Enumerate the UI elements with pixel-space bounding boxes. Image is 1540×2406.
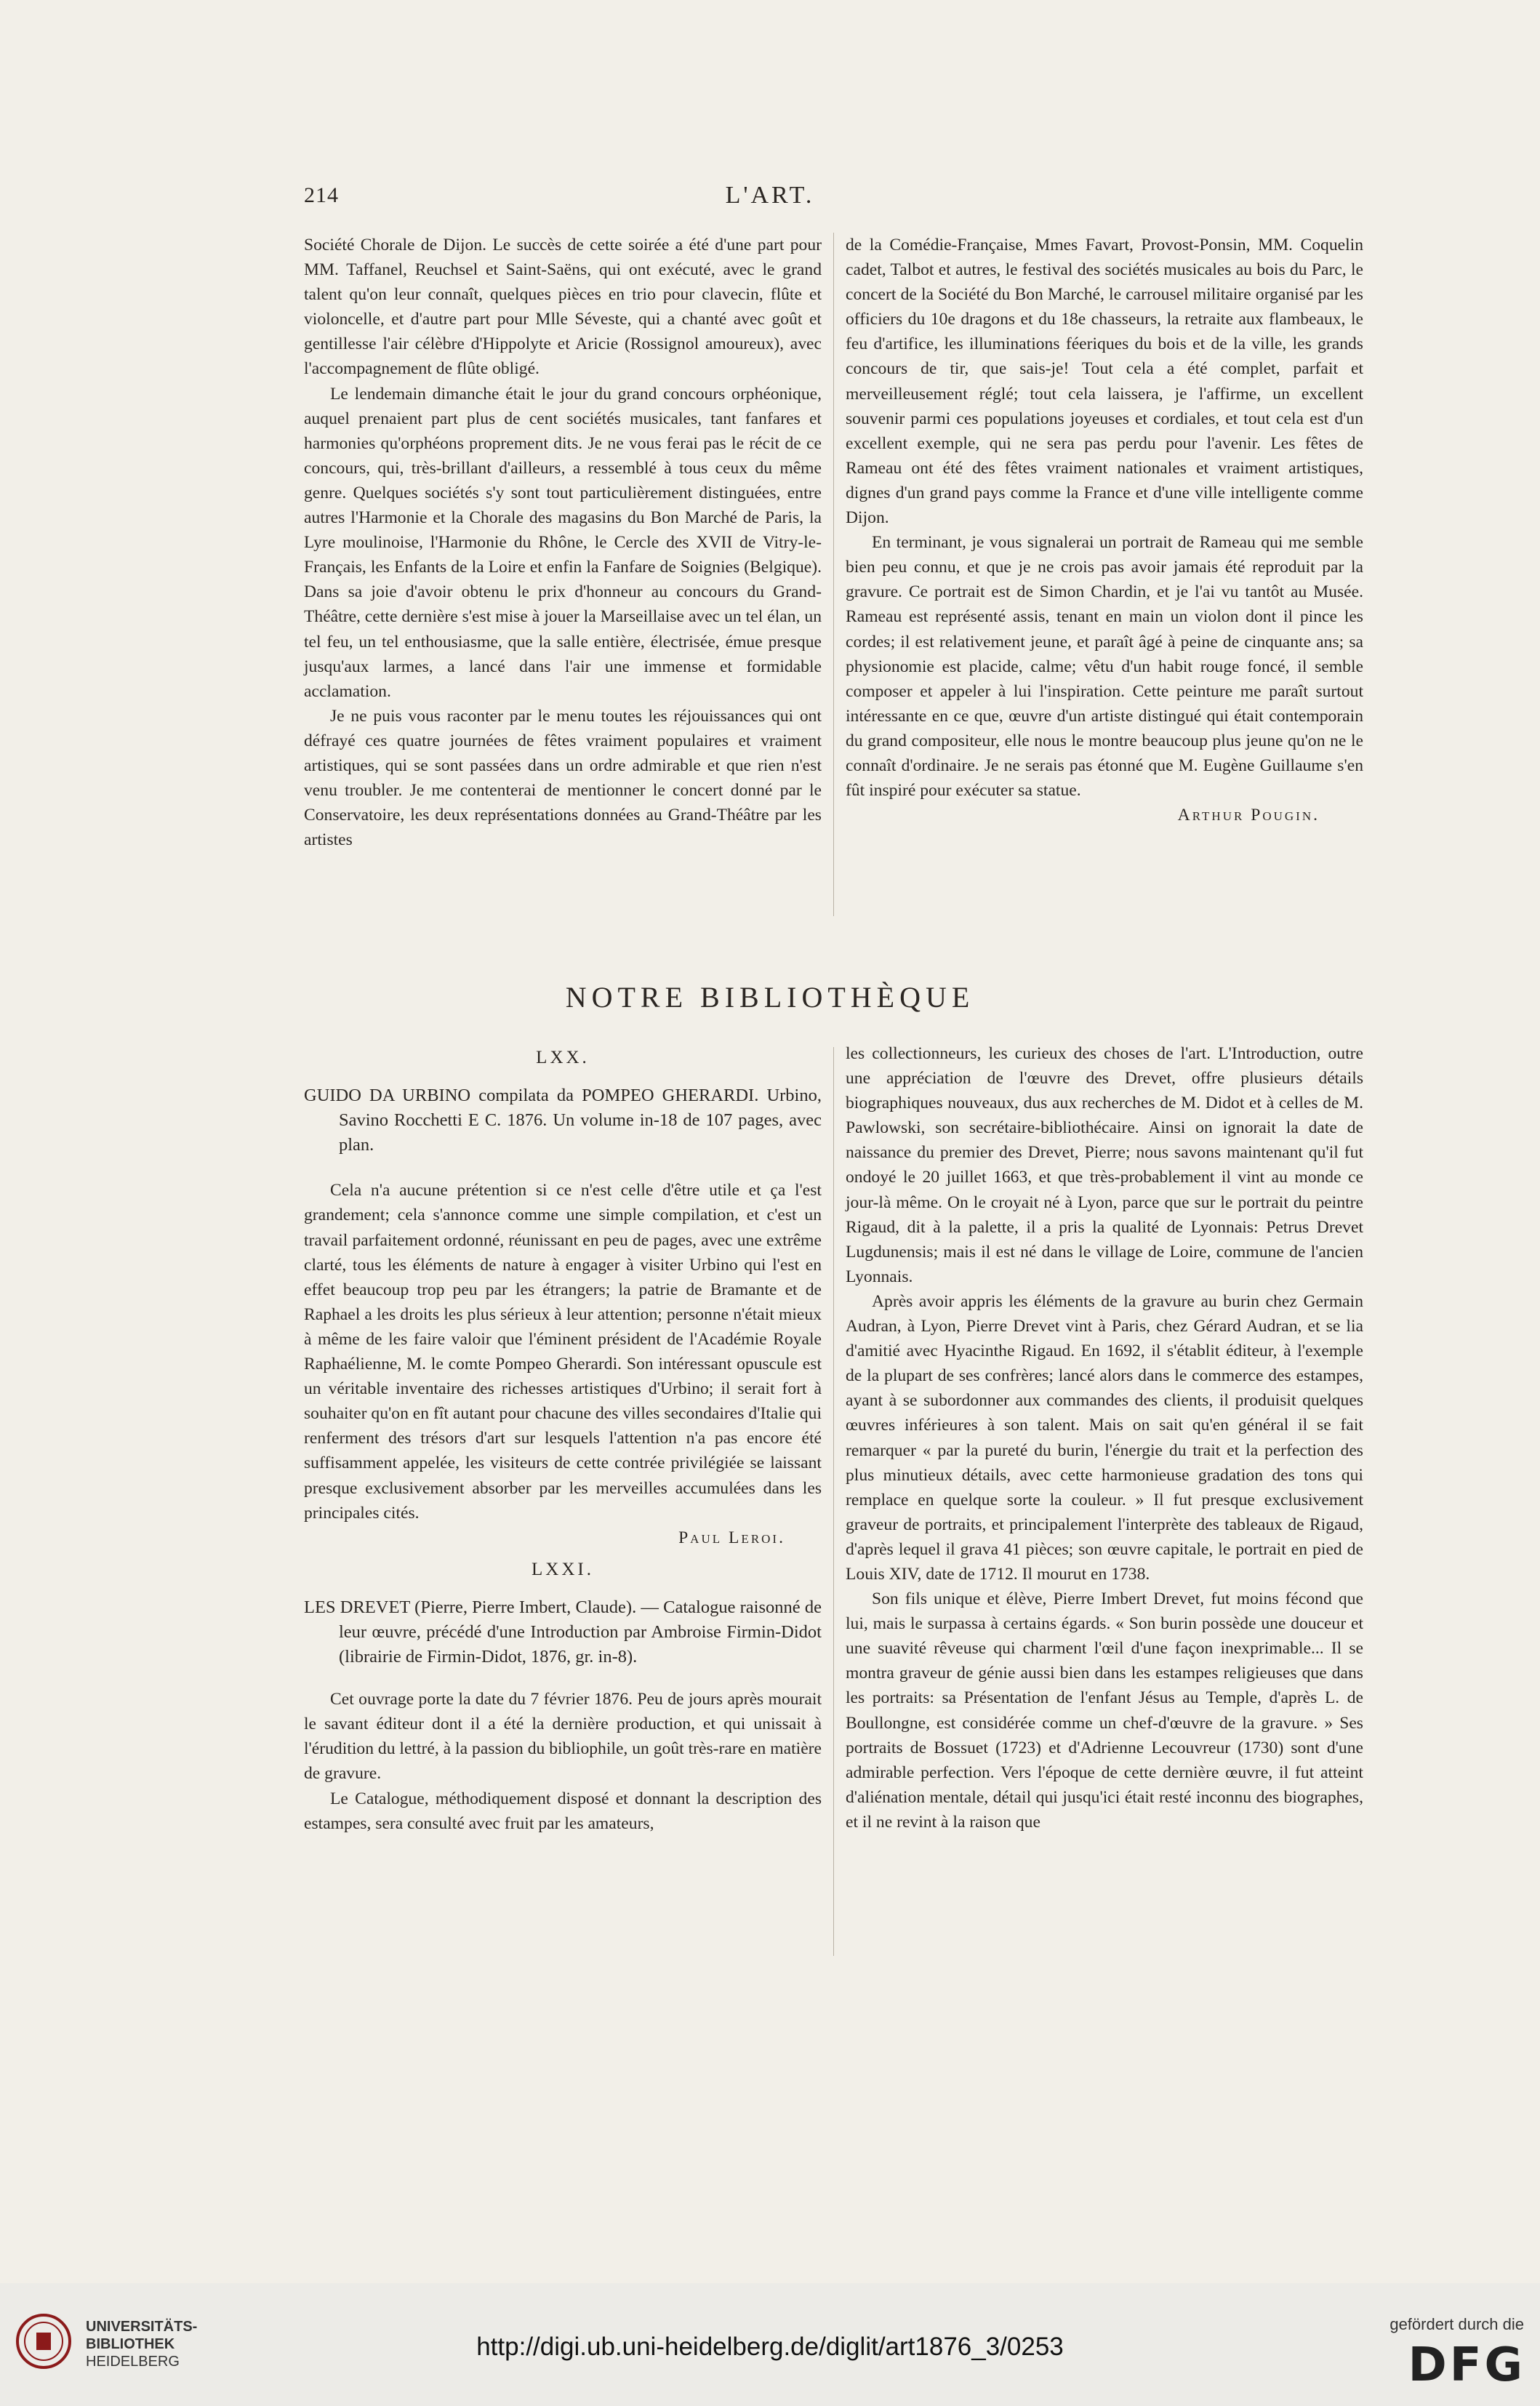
paragraph: Après avoir appris les éléments de la gravure au burin chez Germain Audran, à Lyon, Pierre Drevet vint à Paris, chez Gérard Audran, et se lia d'amitié avec Hyacinthe Rigaud. En 1692, il s'établit éditeur, à l'exemple de la plupart de ses confrères; lancé alors dans le commerce des estampes, ayant à se subordonner aux commandes des clients, il produisit quelques œuvres inférieures à son talent. Mais on sait qu'en général il se fait remarquer « par la pureté du burin, l'énergie du trait et la perfection des plus minutieux détails, avec cette harmonieuse gradation des tons qui remplace en quelque sorte la couleur. » Il fut presque exclusivement graveur de portraits, et principalement l'interprète des tableaux de Rigaud, d'après lequel il grava 41 pièces; son œuvre capitale, le portrait en pied de Louis XIV, date de 1712. Il mourut en 1738.	[846, 1291, 1363, 1584]
footer-bar	[0, 2296, 1540, 2406]
signature: Arthur Pougin.	[1177, 806, 1320, 825]
library-line: HEIDELBERG	[86, 2354, 180, 2370]
running-head: L'ART.	[725, 182, 815, 209]
bottom-right-column	[846, 1041, 1363, 1834]
top-right-column	[846, 233, 1363, 827]
column-divider	[833, 233, 834, 916]
paragraph: de la Comédie-Française, Mmes Favart, Provost-Ponsin, MM. Coquelin cadet, Talbot et autres, le festival des sociétés musicales au bois du Parc, le concert de la Société du Bon Marché, le carrousel militaire organisé par les officiers du 10e dragons et du 18e chasseurs, la retraite aux flambeaux, le feu d'artifice, les illuminations féeriques du bois et de la ville, les grands concours de tir, que sais-je! Tout cela a été complet, parfait et merveilleusement réglé; tout cela laissera, je l'affirme, un excellent souvenir parmi ces populations joyeuses et cordiales, et tout cela est d'un excellent exemple, qui ne sera pas perdu pour l'avenir. Les fêtes de Rameau ont été des fêtes vraiment nationales et vraiment artistiques, dignes d'un grand pays comme la France et d'une ville intelligente comme Dijon.	[846, 236, 1363, 528]
paragraph: Cet ouvrage porte la date du 7 février 1876. Peu de jours après mourait le savant éditeur dont il a été la dernière production, et qui unissait à l'érudition du lettré, à la passion du bibliophile, un goût très-rare en matière de gravure.	[304, 1690, 822, 1784]
entry-heading: LES DREVET (Pierre, Pierre Imbert, Claude). — Catalogue raisonné de leur œuvre, précédé d'une Introduction par Ambroise Firmin-Didot (librairie de Firmin-Didot, 1876, gr. in-8).	[304, 1597, 822, 1667]
paragraph: En terminant, je vous signalerai un portrait de Rameau qui me semble bien peu connu, et que je ne crois pas avoir jamais été reproduit par la gravure. Ce portrait est de Simon Chardin, et je l'ai vu tantôt au Musée. Rameau est représenté assis, tenant en main un violon dont il pince les cordes; il est relativement jeune, et paraît âgé à peine de cinquante ans; sa physionomie est placide, calme; vêtu d'un habit rouge foncé, il semble composer et appeler à lui l'inspiration. Cette peinture me paraît surtout intéressante en ce que, œuvre d'un artiste distingué qui était contemporain du grand compositeur, elle nous le montre beaucoup plus jeune qu'on ne le connaît d'ordinaire. Je ne serais pas étonné que M. Eugène Guillaume s'en fût inspiré pour exécuter sa statue.	[846, 533, 1363, 801]
paragraph: Cela n'a aucune prétention si ce n'est celle d'être utile et ça l'est grandement; cela s'annonce comme une simple compilation, et c'est un travail parfaitement ordonné, réunissant en peu de pages, avec une extrême clarté, tous les éléments de nature à engager à visiter Urbino qui l'est en effet beaucoup trop peu par les étrangers; la patrie de Bramante et de Raphael a les droits les plus sérieux à leur attention; personne n'était mieux à même de les faire valoir que l'éminent président de l'Académie Royale Raphaélienne, M. le comte Pompeo Gherardi. Son intéressant opuscule est un véritable inventaire des richesses artistiques d'Urbino; il serait fort à souhaiter qu'on en fît autant pour chacune des villes secondaires d'Italie qui renferment des trésors d'art sur lesquels l'attention n'a pas encore été suffisamment appelée, les visiteurs de cette contrée privilégiée se laissant presque exclusivement absorber par les merveilles accumulées dans les principales cités.	[304, 1181, 822, 1523]
library-line: BIBLIOTHEK	[86, 2336, 175, 2352]
paragraph: Le Catalogue, méthodiquement disposé et donnant la description des estampes, sera consulté avec fruit par les amateurs,	[304, 1789, 822, 1833]
signature: Paul Leroi.	[678, 1528, 785, 1547]
page-number: 214	[304, 183, 339, 207]
entry-number: LXXI.	[532, 1559, 594, 1579]
column-divider	[833, 1047, 834, 1956]
library-line: UNIVERSITÄTS-	[86, 2319, 198, 2335]
paragraph: Le lendemain dimanche était le jour du grand concours orphéonique, auquel prenaient part plus de cent sociétés musicales, tant fanfares et harmonies qu'orphéons proprement dits. Je ne vous ferai pas le récit de ce concours, qui, très-brillant d'ailleurs, a ressemblé à tous ceux du même genre. Quelques sociétés s'y sont tout particulièrement distinguées, entre autres l'Harmonie et la Chorale des magasins du Bon Marché de Paris, la Lyre moulinoise, l'Harmonie du Rhône, le Cercle des XVII de Vitry-le-Français, les Enfants de la Loire et enfin la Fanfare de Soignies (Belgique). Dans sa joie d'avoir obtenu le prix d'honneur au concours du Grand-Théâtre, cette dernière s'est mise à jouer la Marseillaise avec un tel élan, un tel feu, un tel enthousiasme, que la salle entière, électrisée, émue presque jusqu'aux larmes, a lancé dans l'air une immense et formidable acclamation.	[304, 384, 822, 701]
entry-heading: GUIDO DA URBINO compilata da POMPEO GHERARDI. Urbino, Savino Rocchetti E C. 1876. Un volume in-18 de 107 pages, avec plan.	[304, 1086, 822, 1155]
paragraph: Société Chorale de Dijon. Le succès de cette soirée a été d'une part pour MM. Taffanel, Reuchsel et Saint-Saëns, qui ont exécuté, avec le grand talent qu'on leur connaît, quelques pièces en trio pour clavecin, flûte et violoncelle, et d'autre part pour Mlle Séveste, qui a chanté avec goût et gentillesse l'air célèbre d'Hippolyte et Aricie (Rossignol amoureux), avec l'accompagnement de flûte obligé.	[304, 236, 822, 379]
paragraph: les collectionneurs, les curieux des choses de l'art. L'Introduction, outre une appréciation de l'œuvre des Drevet, offre plusieurs détails biographiques nouveaux, dus aux recherches de M. Didot et à celles de M. Pawlowski, son secrétaire-bibliothécaire. Ainsi on ignorait la date de naissance du premier des Drevet, Pierre; nous savons maintenant qu'il fut ondoyé le 20 juillet 1663, et que très-probablement il vint au monde ce jour-là même. On le croyait né à Lyon, parce que sur le portrait du peintre Rigaud, dit à la palette, il a pris la qualité de Lyonnais: Petrus Drevet Lugdunensis; mais il est né dans le village de Loire, commune de l'ancien Lyonnais.	[846, 1044, 1363, 1286]
permalink-url[interactable]: http://digi.ub.uni-heidelberg.de/diglit/art1876_3/0253	[476, 2333, 1064, 2361]
dfg-logo: DFG	[1408, 2338, 1525, 2392]
entry-number: LXX.	[536, 1048, 590, 1067]
paragraph: Son fils unique et élève, Pierre Imbert Drevet, fut moins fécond que lui, mais le surpassa à certains égards. « Son burin possède une douceur et une suavité rêveuse qui charment l'œil d'une façon inexprimable... Il se montra graveur de génie aussi bien dans les estampes religieuses que dans les portraits: sa Présentation de l'enfant Jésus au Temple, d'après L. de Boullongne, est considérée comme un chef-d'œuvre de la gravure. » Ses portraits de Bossuet (1723) et d'Adrienne Lecouvreur (1730) sont d'une admirable perfection. Vers l'époque de cette dernière œuvre, il fut atteint d'aliénation mentale, détail qui jusqu'ici était resté inconnu des biographes, et il ne revint à la raison que	[846, 1589, 1363, 1832]
sponsor-label: gefördert durch die	[1389, 2315, 1524, 2333]
paragraph: Je ne puis vous raconter par le menu toutes les réjouissances qui ont défrayé ces quatre journées de fêtes vraiment populaires et vraiment artistiques, qui se sont passées dans un ordre admirable et que rien n'est venu troubler. Je me contenterai de mentionner le concert donné par le Conservatoire, les deux représentations données au Grand-Théâtre par les artistes	[304, 706, 822, 850]
bottom-left-column	[304, 1041, 822, 1836]
top-left-column	[304, 233, 822, 852]
section-title: NOTRE BIBLIOTHÈQUE	[565, 981, 975, 1014]
